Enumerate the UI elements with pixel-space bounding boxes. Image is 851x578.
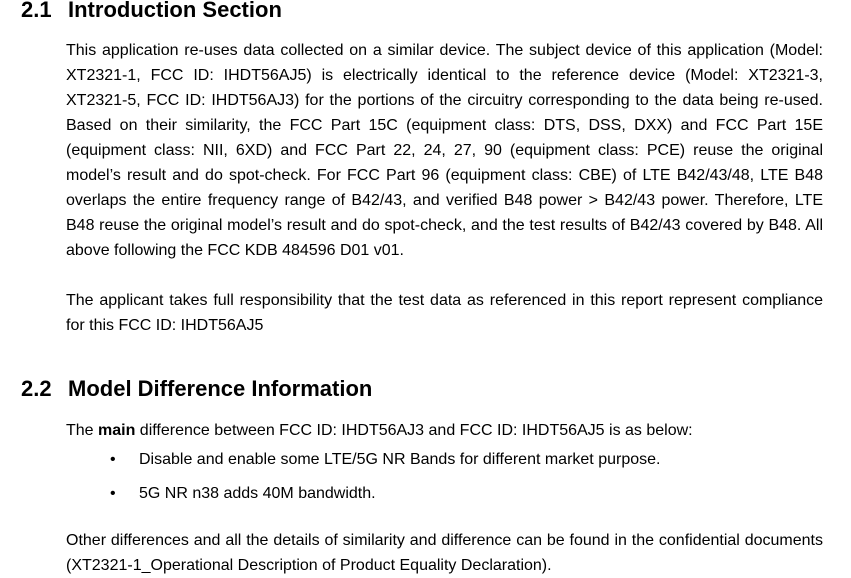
list-item: [66, 481, 823, 515]
section-2-2-number: 2.2: [21, 376, 52, 401]
difference-list: [66, 447, 823, 515]
bullet-icon: •: [110, 451, 116, 468]
closing-paragraph: Other differences and all the details of similarity and difference can be found in the confidential documents (XT2321-1_Operational Description of Product Equality Declaration).: [66, 532, 823, 574]
list-item: [66, 447, 823, 481]
intro-suffix: difference between FCC ID: IHDT56AJ3 and FCC ID: IHDT56AJ5 is as below:: [135, 422, 693, 439]
model-difference-intro: [66, 418, 823, 443]
section-2-1-heading: [21, 0, 282, 23]
section-2-1-number: 2.1: [21, 0, 52, 22]
introduction-paragraph: This application re-uses data collected on a similar device. The subject device of this application (Model: XT2321-1, FCC ID: IHDT56AJ5) is electrically identical to the reference device (Model: XT2321-3, XT2321-5, FCC ID: IHDT56AJ3) for the portions of the circuitry corresponding to the data being re-used. Based on their similarity, the FCC Part 15C (equipment class: DTS, DSS, DXX) and FCC Part 15E (equipment class: NII, 6XD) and FCC Part 22, 24, 27, 90 (equipment class: PCE) reuse the original model’s result and do spot-check. For FCC Part 96 (equipment class: CBE) of LTE B42/43/48, LTE B48 overlaps the entire frequency range of B42/43, and verified B48 power > B42/43 power. Therefore, LTE B48 reuse the original model’s result and do spot-check, and the test results of B42/43 covered by B48. All above following the FCC KDB 484596 D01 v01.: [66, 42, 823, 259]
section-2-2-heading: [21, 376, 372, 402]
list-item-text: Disable and enable some LTE/5G NR Bands for different market purpose.: [139, 451, 661, 468]
responsibility-paragraph: The applicant takes full responsibility that the test data as referenced in this report represent compliance for this FCC ID: IHDT56AJ5: [66, 292, 823, 334]
intro-bold-word: main: [98, 422, 136, 439]
section-2-2-title: Model Difference Information: [68, 376, 373, 401]
intro-prefix: The: [66, 422, 99, 439]
list-item-text: 5G NR n38 adds 40M bandwidth.: [139, 485, 376, 502]
bullet-icon: •: [110, 485, 116, 502]
section-2-1-title: Introduction Section: [68, 0, 282, 22]
